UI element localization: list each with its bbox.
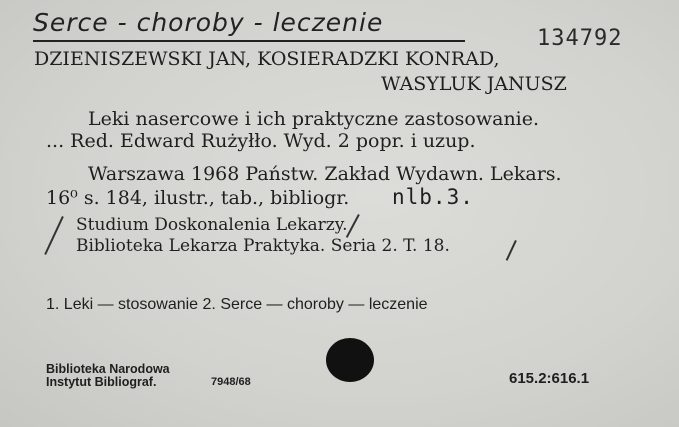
imprint-line-1: Warszawa 1968 Państw. Zakład Wydawn. Lekars. [88, 163, 562, 185]
title-line-2: ... Red. Edward Rużyłło. Wyd. 2 popr. i uzup. [46, 130, 476, 152]
authors-line-2: WASYLUK JANUSZ [381, 73, 567, 95]
library-name: Biblioteka Narodowa [46, 362, 170, 376]
series-separator-mark [346, 214, 360, 238]
shelfmark: nlb.3. [392, 185, 474, 209]
handwritten-underline [33, 40, 465, 42]
subject-headings: 1. Leki — stosowanie 2. Serce — choroby — leczenie [46, 296, 428, 313]
imprint-line-2: 16⁰ s. 184, ilustr., tab., bibliogr. [46, 187, 350, 209]
accession-number: 134792 [537, 26, 623, 51]
print-code: 7948/68 [211, 376, 251, 388]
series-line-2: Biblioteka Lekarza Praktyka. Seria 2. T. 18. [76, 236, 450, 256]
classification-number: 615.2:616.1 [509, 370, 590, 387]
handwritten-subject: Serce - choroby - leczenie [33, 8, 384, 37]
title-line-1: Leki nasercowe i ich praktyczne zastosowanie. [88, 108, 540, 130]
authors-line-1: DZIENISZEWSKI JAN, KOSIERADZKI KONRAD, [34, 48, 500, 70]
black-stamp-mark [326, 338, 374, 382]
series-close-mark [506, 240, 517, 261]
library-institute: Instytut Bibliograf. [46, 375, 157, 389]
series-line-1: Studium Doskonalenia Lekarzy. [76, 215, 348, 235]
series-open-mark [44, 216, 64, 255]
